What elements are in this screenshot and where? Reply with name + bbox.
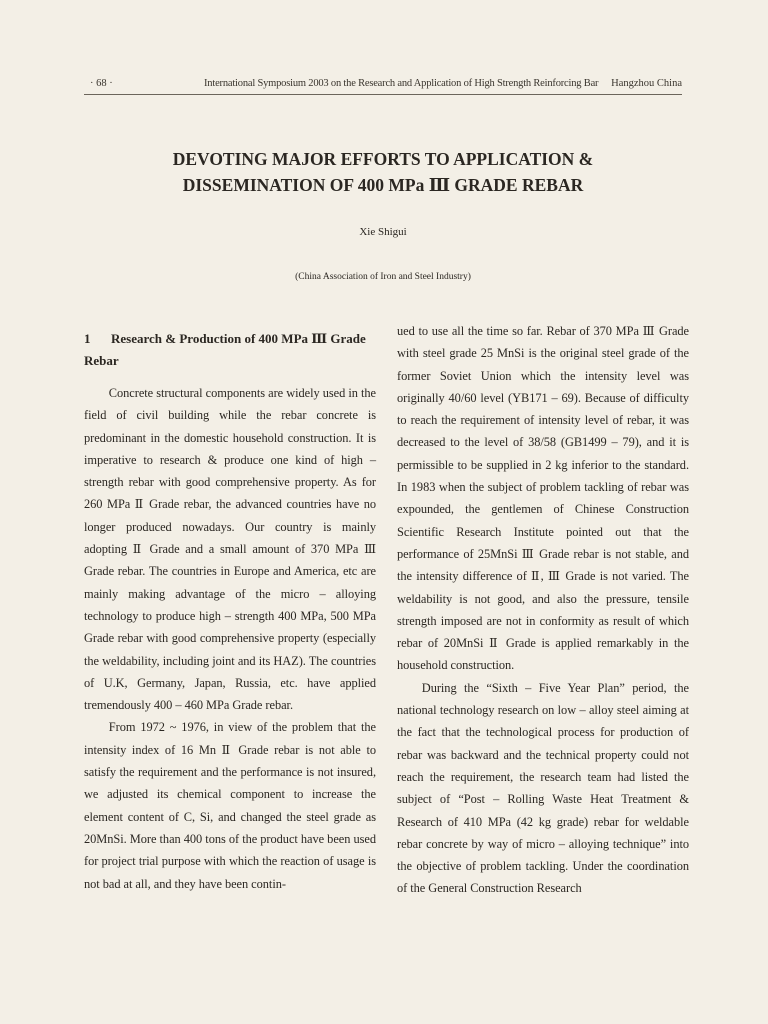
title-line-1: DEVOTING MAJOR EFFORTS TO APPLICATION & — [172, 149, 594, 169]
author-affiliation: (China Association of Iron and Steel Industry) — [295, 272, 471, 282]
journal-title: International Symposium 2003 on the Research and Application of High Strength Reinforcing Bar — [204, 78, 599, 89]
body-paragraph: During the “Sixth – Five Year Plan” period, the national technology research on low – alloy steel aiming at the fact that the technological process for production of rebar was backward and the technical property could not reach the requirement, the research team had listed the subject of “Post – Rolling Waste Heat Treatment & Research of 410 MPa (42 kg grade) rebar for weldable rebar concrete by way of micro – alloying technique” into the objective of problem tackling. Under the coordination of the General Construction Research — [397, 680, 689, 896]
body-paragraph: Concrete structural components are widely used in the field of civil building while the rebar concrete is predominant in the domestic household construction. It is imperative to research & produce one kind of high – strength rebar with good comprehensive property. As for 260 MPa Ⅱ Grade rebar, the advanced countries have no longer produced nowadays. Our country is mainly adopting Ⅱ Grade and a small amount of 370 MPa Ⅲ Grade rebar. The countries in Europe and America, etc are mainly making advantage of the micro – alloying technology to produce high – strength 400 MPa, 500 MPa Grade rebar with good comprehensive property (especially the weldability, including joint and its HAZ). The countries of U.K, Germany, Japan, Russia, etc. have applied tremendously 400 – 460 MPa Grade rebar. — [84, 386, 376, 713]
body-paragraph: ued to use all the time so far. Rebar of 370 MPa Ⅲ Grade with steel grade 25 MnSi is the original steel grade of the former Soviet Union which the intensity level was originally 40/60 level (YB171 – 69). Because of difficulty to reach the requirement of intensity level of rebar, it was decreased to the level of 38/58 (GB1499 – 79), and it is permissible to be supplied in 2 kg inferior to the standard. In 1983 when the subject of problem tackling of rebar was expounded, the gentlemen of Chinese Construction Scientific Research Institute pointed out that the performance of 25MnSi Ⅲ Grade rebar is not stable, and the intensity difference of Ⅱ, Ⅲ Grade is not varied. The weldability is not good, and also the pressure, tensile strength imposed are not in conformity as result of which rebar of 20MnSi Ⅱ Grade is applied remarkably in the household construction. — [397, 324, 689, 673]
left-column — [84, 320, 376, 895]
body-paragraph: From 1972 ~ 1976, in view of the problem that the intensity index of 16 Mn Ⅱ Grade rebar is not able to satisfy the requirement and the performance is not insured, we adjusted its chemical component to increase the element content of C, Si, and changed the steel grade as 20MnSi. More than 400 tons of the product have been used for project trial purpose with which the reaction of usage is not bad at all, and they have been contin- — [84, 720, 376, 891]
author-name: Xie Shigui — [359, 226, 407, 238]
conference-location: Hangzhou China — [611, 78, 682, 89]
running-header — [84, 78, 682, 94]
section-heading — [84, 328, 376, 372]
paper-title — [84, 146, 682, 198]
right-column — [397, 320, 689, 900]
page-number: · 68 · — [90, 78, 113, 89]
title-line-2: DISSEMINATION OF 400 MPa Ⅲ GRADE REBAR — [182, 175, 584, 195]
section-number: 1 — [84, 331, 91, 346]
header-rule — [84, 94, 682, 95]
section-title: Research & Production of 400 MPa Ⅲ Grade Rebar — [84, 331, 366, 368]
